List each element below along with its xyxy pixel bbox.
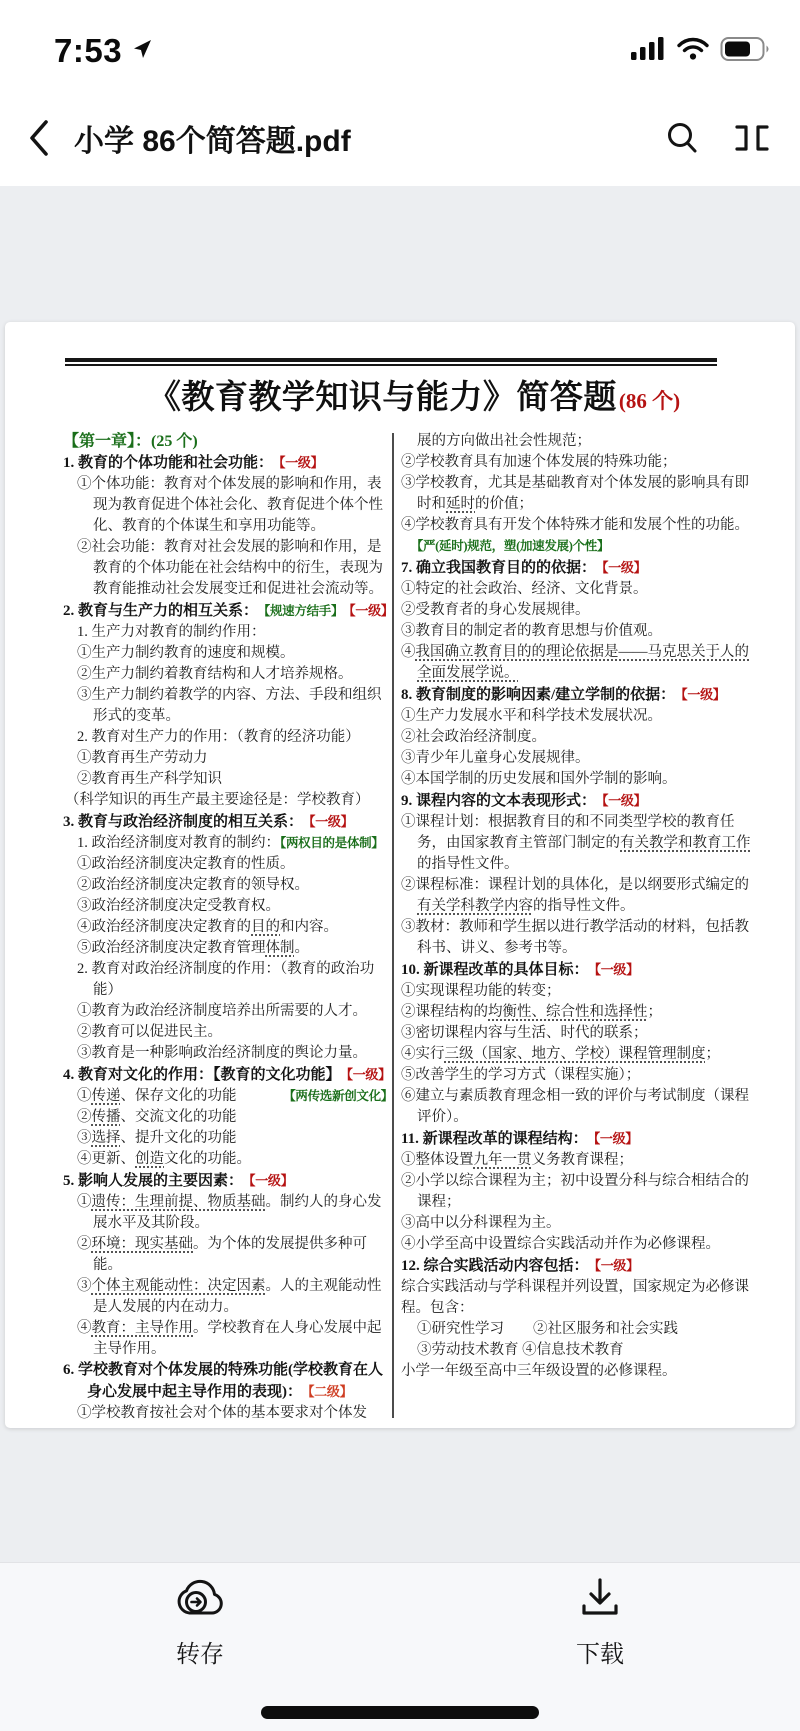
title-double-rule (65, 358, 717, 366)
two-column-body (5, 431, 795, 1424)
doc-line: ①教育再生产劳动力 (77, 750, 208, 766)
doc-line: ④实行三级（国家、地方、学校）课程管理制度； (401, 1046, 720, 1062)
back-button[interactable] (26, 116, 66, 160)
signal-icon (630, 36, 666, 67)
doc-line: ④本国学制的历史发展和国外学制的影响。 (401, 771, 677, 787)
doc-line: ⑥建立与素质教育理念相一致的评价与考试制度（课程评价）。 (401, 1088, 749, 1125)
pdf-page (5, 322, 795, 1428)
doc-line: ⑤改善学生的学习方式（课程实施）； (401, 1067, 641, 1083)
doc-line: ③个体主观能动性：决定因素。人的主观能动性是人发展的内在动力。 (77, 1278, 382, 1315)
download-button[interactable] (576, 1575, 624, 1669)
doc-line: 6. 学校教育对个体发展的特殊功能(学校教育在人身心发展中起主导作用的表现)： 【二级】 (63, 1362, 383, 1400)
doc-line: 5. 影响人发展的主要因素： 【一级】 (63, 1173, 294, 1189)
doc-line: 展的方向做出社会性规范； (417, 433, 591, 449)
doc-line: ④教育：主导作用。学校教育在人身心发展中起主导作用。 (77, 1320, 382, 1357)
document-viewport[interactable] (0, 186, 800, 1562)
doc-line: ④更新、创造文化的功能。 (77, 1151, 251, 1167)
doc-line: 1. 教育的个体功能和社会功能： 【一级】 (63, 455, 324, 471)
doc-line: ①研究性学习 ②社区服务和社会实践 (417, 1321, 678, 1337)
doc-line: ①传递、保存文化的功能 【两传选新创文化】 (63, 1086, 395, 1107)
left-column (63, 431, 394, 1424)
doc-line: 1. 生产力对教育的制约作用： (77, 624, 266, 640)
doc-line: ①教育为政治经济制度培养出所需要的人才。 (77, 1003, 367, 1019)
doc-line: ①整体设置九年一贯义务教育课程； (401, 1152, 633, 1168)
doc-line: ②社会政治经济制度。 (401, 729, 546, 745)
doc-line: 2. 教育与生产力的相互关系： 【规速方结手】 【一级】 (63, 603, 394, 619)
doc-title (5, 371, 795, 418)
doc-line: ③教育是一种影响政治经济制度的舆论力量。 (77, 1045, 367, 1061)
doc-line: 7. 确立我国教育目的的依据： 【一级】 (401, 560, 647, 576)
doc-line: 10. 新课程改革的具体目标： 【一级】 (401, 962, 639, 978)
status-time: 7:53 (54, 32, 123, 69)
doc-line: ②社会功能：教育对社会发展的影响和作用，是教育的个体功能在社会结构中的衍生，表现为教育能推动社会发展变迁和促进社会流动等。 (77, 539, 383, 597)
doc-line: ③青少年儿童身心发展规律。 (401, 750, 590, 766)
download-icon (577, 1575, 623, 1626)
doc-line: ①实现课程功能的转变； (401, 983, 561, 999)
doc-line: ③政治经济制度决定受教育权。 (77, 898, 280, 914)
search-icon[interactable] (660, 116, 704, 160)
file-title: 小学 86个简答题.pdf (74, 125, 351, 158)
home-indicator[interactable] (261, 1706, 539, 1719)
nav-bar (0, 90, 800, 186)
doc-line: ④小学至高中设置综合实践活动并作为必修课程。 (401, 1236, 720, 1252)
cloud-forward-icon (174, 1575, 226, 1626)
right-column (401, 431, 751, 1424)
doc-line: 2. 教育对政治经济制度的作用：（教育的政治功能） (77, 961, 375, 998)
doc-line: 【第一章】：(25 个) (63, 433, 198, 450)
doc-line: ③教育目的制定者的教育思想与价值观。 (401, 623, 662, 639)
doc-line: 2. 教育对生产力的作用：（教育的经济功能） (77, 729, 360, 745)
doc-line: （科学知识的再生产最主要途径是：学校教育） (65, 792, 370, 808)
doc-line: ②生产力制约着教育结构和人才培养规格。 (77, 666, 353, 682)
save-to-drive-button[interactable] (174, 1575, 226, 1669)
doc-line: ②课程结构的均衡性、综合性和选择性； (401, 1004, 662, 1020)
doc-line: 4. 教育对文化的作用：【教育的文化功能】 【一级】 (63, 1067, 391, 1083)
doc-line: ①特定的社会政治、经济、文化背景。 (401, 581, 648, 597)
location-arrow-icon (130, 37, 154, 66)
doc-line: ①学校教育按社会对个体的基本要求对个体发 (77, 1405, 367, 1421)
doc-line: ③密切课程内容与生活、时代的联系； (401, 1025, 648, 1041)
doc-line: ③劳动技术教育 ④信息技术教育 (417, 1342, 624, 1358)
doc-line: ②教育再生产科学知识 (77, 771, 222, 787)
doc-line: 9. 课程内容的文本表现形式： 【一级】 (401, 793, 647, 809)
doc-title-count: (86 个) (618, 389, 681, 413)
doc-line: 11. 新课程改革的课程结构： 【一级】 (401, 1131, 638, 1147)
doc-title-text: 《教育教学知识与能力》简答题 (147, 380, 617, 416)
doc-line: ③学校教育，尤其是基础教育对个体发展的影响具有即时和延时的价值； (401, 475, 749, 512)
doc-line: ③生产力制约着教学的内容、方法、手段和组织形式的变革。 (77, 687, 382, 724)
doc-line: ④政治经济制度决定教育的目的和内容。 (77, 919, 338, 935)
doc-line: ③高中以分科课程为主。 (401, 1215, 561, 1231)
doc-line: 8. 教育制度的影响因素/建立学制的依据： 【一级】 (401, 687, 726, 703)
wifi-icon (676, 36, 710, 67)
doc-line: ②受教育者的身心发展规律。 (401, 602, 590, 618)
doc-line: 综合实践活动与学科课程并列设置，国家规定为必修课程。包含： (401, 1279, 749, 1316)
doc-line: ②政治经济制度决定教育的领导权。 (77, 877, 309, 893)
doc-line: ②课程标准：课程计划的具体化，是以纲要形式编定的有关学科教学内容的指导性文件。 (401, 877, 749, 914)
doc-line: ②教育可以促进民主。 (77, 1024, 222, 1040)
doc-line: ①个体功能：教育对个体发展的影响和作用，表现为教育促进个体社会化、教育促进个体个性化、教育的个体谋生和享用功能等。 (77, 476, 383, 534)
doc-line: ①政治经济制度决定教育的性质。 (77, 856, 295, 872)
doc-line: ②传播、交流文化的功能 (77, 1109, 237, 1125)
doc-line: ①生产力发展水平和科学技术发展状况。 (401, 708, 662, 724)
doc-line: ④我国确立教育目的的理论依据是——马克思关于人的全面发展学说。 (401, 644, 749, 681)
inline-annotation: 【两传选新创文化】 (283, 1089, 393, 1103)
doc-line: ①课程计划：根据教育目的和不同类型学校的教育任务，由国家教育主管部门制定的有关教学和教育工作的指导性文件。 (401, 814, 751, 872)
save-label: 转存 (176, 1641, 224, 1668)
doc-line: ⑤政治经济制度决定教育管理体制。 (77, 940, 309, 956)
doc-line: ②学校教育具有加速个体发展的特殊功能； (401, 454, 677, 470)
doc-line: ①遗传：生理前提、物质基础。制约人的身心发展水平及其阶段。 (77, 1194, 382, 1231)
doc-line: ①生产力制约教育的速度和规模。 (77, 645, 295, 661)
doc-line: ②小学以综合课程为主；初中设置分科与综合相结合的课程； (401, 1173, 749, 1210)
battery-icon (720, 36, 772, 67)
doc-line: 小学一年级至高中三年级设置的必修课程。 (401, 1363, 677, 1379)
doc-line: ③选择、提升文化的功能 (77, 1130, 237, 1146)
download-label: 下载 (576, 1641, 624, 1668)
extract-text-icon[interactable] (730, 116, 774, 160)
doc-line: 12. 综合实践活动内容包括： 【一级】 (401, 1258, 639, 1274)
doc-line: ③教材：教师和学生据以进行教学活动的材料，包括教科书、讲义、参考书等。 (401, 919, 749, 956)
doc-line: ④学校教育具有开发个体特殊才能和发展个性的功能。【严(延时)规范，塑(加速发展)个性】 (401, 517, 749, 553)
doc-line: ②环境：现实基础。为个体的发展提供多种可能。 (77, 1236, 367, 1273)
doc-line: 3. 教育与政治经济制度的相互关系： 【一级】 (63, 814, 354, 830)
status-bar (0, 0, 800, 90)
doc-line: 1. 政治经济制度对教育的制约：【两权目的是体制】 (77, 835, 384, 851)
